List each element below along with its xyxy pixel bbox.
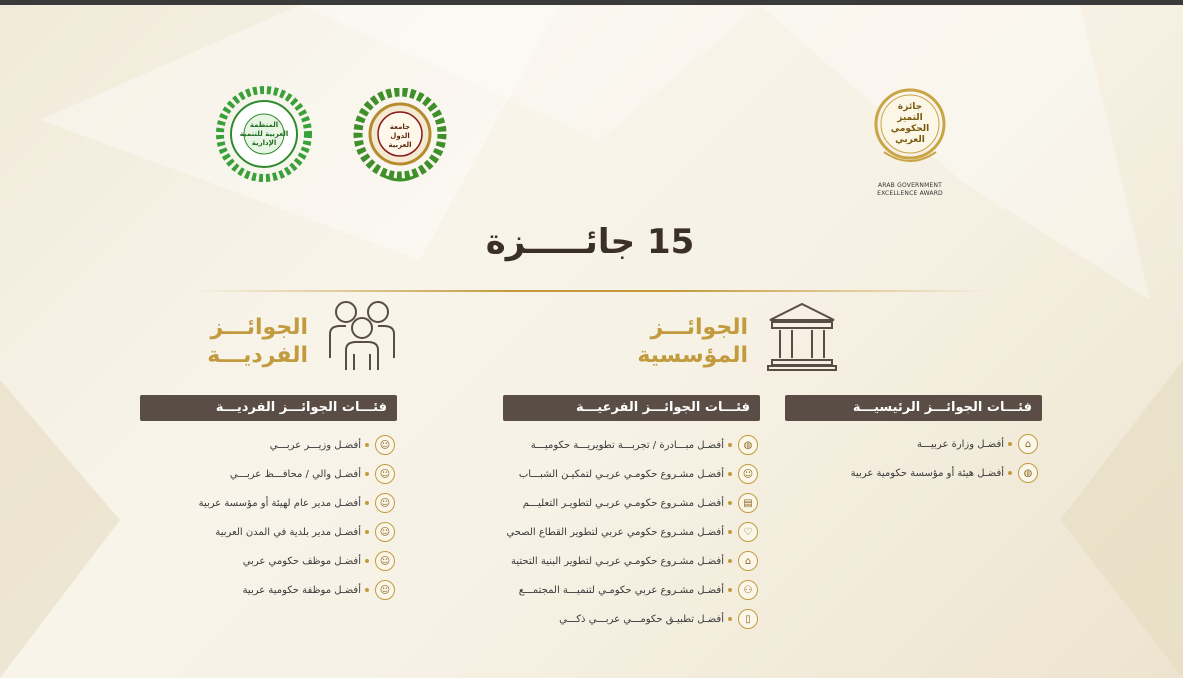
agea-logo-line1: جائزة [897,102,923,112]
individual-title-line1: الجوائـــز [210,315,308,340]
globe-icon: ◍ [1018,463,1038,483]
bullet-dot [728,530,732,534]
category-item-label: أفضـل والي / محافـــظ عربـــي [229,468,361,480]
bullet-dot [728,617,732,621]
smart-app-icon: ▯ [738,609,758,629]
category-item-sub-3 [458,492,758,514]
youth-icon: ☺ [738,464,758,484]
female-employee-icon: ☺ [375,580,395,600]
infrastructure-icon: ⌂ [738,551,758,571]
category-item-label: أفضـل تطبيـق حكومـــي عربـــي ذكـــي [559,613,724,625]
arado-logo-text: المنظمة العربية للتنمية الإدارية [239,120,289,147]
institutional-awards-title [600,314,748,370]
main-categories-header: فئـــات الجوائـــز الرئيسيـــة [785,395,1042,421]
arab-league-logo [352,88,448,184]
individual-awards-title [160,314,308,370]
category-item-label: أفضـل مشـروع حكومـي عربـي لتمكيـن الشبـــاب [518,468,724,480]
bullet-dot [728,443,732,447]
institutional-title-line2: المؤسسية [637,343,748,368]
bullet-dot [1008,471,1012,475]
bullet-dot [1008,442,1012,446]
category-item-sub-4 [458,521,758,543]
individual-categories-header: فئـــات الجوائـــز الفرديـــة [140,395,397,421]
minister-icon: ☺ [375,435,395,455]
bullet-dot [365,443,369,447]
bullet-dot [728,501,732,505]
category-item-sub-6 [458,579,758,601]
institution-building-icon [766,300,838,376]
category-item-label: أفضـل موظفة حكومية عربية [242,584,361,596]
community-icon: ⚇ [738,580,758,600]
category-item-label: أفضـل وزارة عربيـــة [916,438,1004,450]
category-item-label: أفضـل مبـــادرة / تجربـــة تطويريـــة حكوميـــة [530,439,724,451]
agea-logo [874,82,946,172]
bullet-dot [365,530,369,534]
category-item-label: أفضـل مدير بلدية في المدن العربية [215,526,361,538]
agea-caption-line2: EXCELLENCE AWARD [877,190,943,197]
agea-logo-line4: العربي [895,135,925,145]
book-icon: ▤ [738,493,758,513]
category-item-label: أفضـل مدير عام لهيئة أو مؤسسة عربية [198,497,361,509]
employee-icon: ☺ [375,551,395,571]
bullet-dot [728,559,732,563]
building-icon: ⌂ [1018,434,1038,454]
agea-logo-line2: التميز [897,113,923,123]
globe-icon: ◍ [738,435,758,455]
category-item-sub-1 [458,434,758,456]
mayor-icon: ☺ [375,522,395,542]
category-item-sub-5 [458,550,758,572]
category-item-label: أفضـل مشـروع حكومـي عربـي لتطويـر التعليـــم [522,497,724,509]
health-icon: ♡ [738,522,758,542]
category-item-label: أفضـل موظف حكومي عربي [242,555,361,567]
director-icon: ☺ [375,493,395,513]
individual-title-line2: الفرديـــة [207,343,308,368]
category-item-individual-4 [95,521,395,543]
category-item-label: أفضـل مشـروع عربي حكومـي لتنميـــة المجتمـــع [518,584,724,596]
bullet-dot [728,588,732,592]
headline: 15 جائـــــزة [485,222,695,262]
bullet-dot [365,501,369,505]
category-item-label: أفضـل هيئة أو مؤسسة حكومية عربية [850,467,1004,479]
sub-categories-header: فئـــات الجوائـــز الفرعيـــة [503,395,760,421]
category-item-individual-5 [95,550,395,572]
category-item-label: أفضـل وزيـــر عربـــي [269,439,361,451]
institutional-title-line1: الجوائـــز [650,315,748,340]
agea-logo-line3: الحكومي [890,124,930,134]
category-item-individual-1 [95,434,395,456]
arado-logo [215,85,313,183]
bullet-dot [365,559,369,563]
gold-divider [195,290,990,292]
category-item-individual-3 [95,492,395,514]
category-item-individual-6 [95,579,395,601]
category-item-label: أفضـل مشـروع حكومـي عربـي لتطوير البنية التحتية [510,555,724,567]
arab-league-logo-text: جامعة الدول العربية [388,122,412,149]
people-group-icon [326,298,398,376]
bullet-dot [365,588,369,592]
category-item-main-1 [738,433,1038,455]
category-item-individual-2 [95,463,395,485]
bullet-dot [365,472,369,476]
category-item-main-2 [738,462,1038,484]
category-item-sub-7 [458,608,758,630]
governor-icon: ☺ [375,464,395,484]
agea-caption [858,182,962,198]
category-item-sub-2 [458,463,758,485]
bullet-dot [728,472,732,476]
category-item-label: أفضـل مشـروع حكومي عربي لتطوير القطاع الصحي [506,526,724,538]
agea-caption-line1: ARAB GOVERNMENT [877,182,943,189]
